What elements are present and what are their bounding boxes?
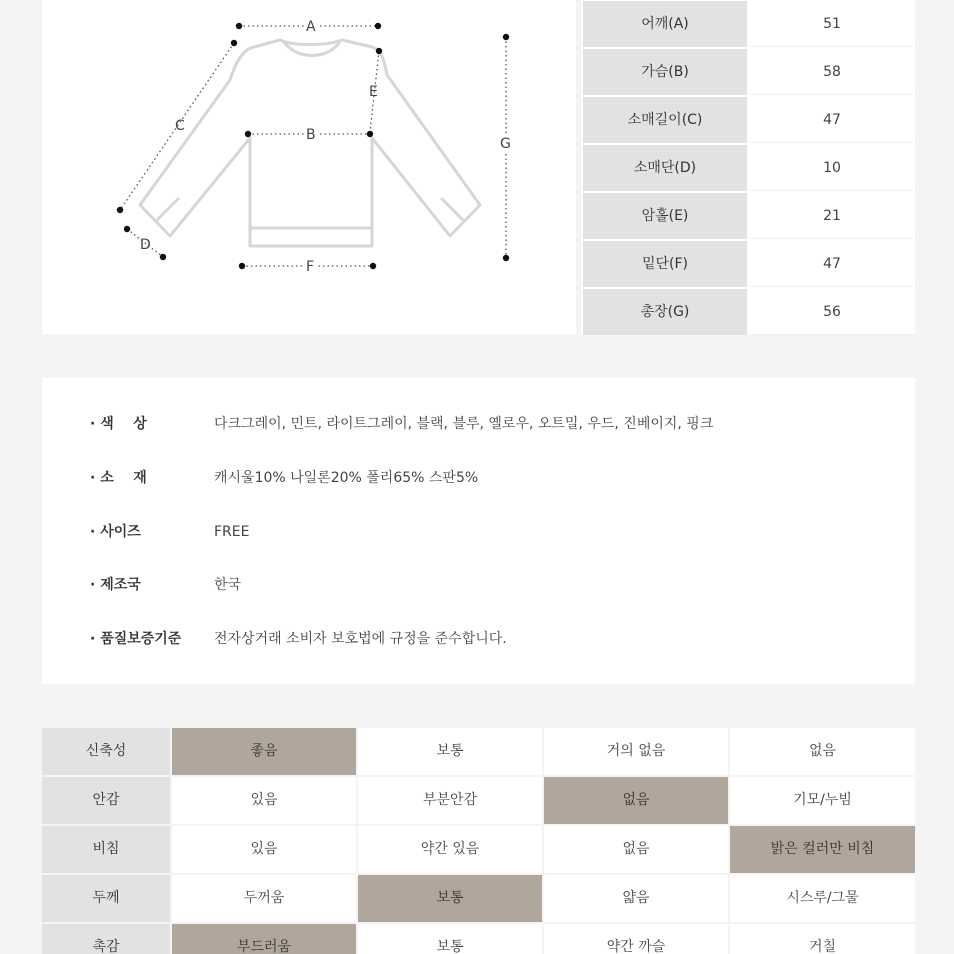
fabric-option-selected: 없음 xyxy=(544,777,728,824)
info-row-origin xyxy=(42,575,915,595)
label-f: F xyxy=(306,259,315,275)
size-row xyxy=(581,1,915,47)
info-value: 전자상거래 소비자 보호법에 규정을 준수합니다. xyxy=(214,631,507,647)
fabric-row-header: 비침 xyxy=(42,826,170,873)
size-label: 암홀(E) xyxy=(583,193,747,239)
size-diagram-panel xyxy=(42,0,576,334)
info-label: · 품질보증기준 xyxy=(90,631,182,647)
fabric-option: 얇음 xyxy=(544,875,728,922)
info-label: · 색 상 xyxy=(90,416,147,432)
info-value: 캐시울10% 나일론20% 폴리65% 스판5% xyxy=(214,470,479,486)
info-value: 한국 xyxy=(214,577,242,593)
size-label: 소매길이(C) xyxy=(583,97,747,143)
fabric-row-header: 두께 xyxy=(42,875,170,922)
size-row xyxy=(581,145,915,191)
size-row xyxy=(581,49,915,95)
fabric-option-selected: 보통 xyxy=(358,875,542,922)
product-info-panel xyxy=(42,378,915,684)
info-row-quality xyxy=(42,629,915,649)
label-g: G xyxy=(500,136,511,152)
info-value: 다크그레이, 민트, 라이트그레이, 블랙, 블루, 옐로우, 오트밀, 우드, 진베이지, 핑크 xyxy=(214,416,714,432)
fabric-option: 없음 xyxy=(730,728,915,775)
info-label: · 제조국 xyxy=(90,577,141,593)
fabric-option: 있음 xyxy=(172,777,356,824)
left-cuff-line xyxy=(157,198,179,220)
fabric-option-selected: 좋음 xyxy=(172,728,356,775)
size-value: 47 xyxy=(751,97,913,143)
size-row xyxy=(581,193,915,239)
info-label: · 소 재 xyxy=(90,470,147,486)
fabric-option: 보통 xyxy=(358,924,542,954)
fabric-row-header: 안감 xyxy=(42,777,170,824)
fabric-option: 시스루/그물 xyxy=(730,875,915,922)
fabric-option: 있음 xyxy=(172,826,356,873)
info-value: FREE xyxy=(214,524,250,540)
fabric-option: 없음 xyxy=(544,826,728,873)
info-row-color xyxy=(42,414,915,434)
fabric-property-table xyxy=(42,728,915,954)
size-row xyxy=(581,289,915,335)
size-value: 51 xyxy=(751,1,913,47)
info-label: · 사이즈 xyxy=(90,524,141,540)
right-cuff-line xyxy=(441,198,463,220)
fabric-option: 약간 있음 xyxy=(358,826,542,873)
fabric-option: 거칠 xyxy=(730,924,915,954)
fabric-option: 보통 xyxy=(358,728,542,775)
fabric-option: 부분안감 xyxy=(358,777,542,824)
size-value: 56 xyxy=(751,289,913,335)
sweater-diagram xyxy=(42,0,576,334)
label-d: D xyxy=(140,237,151,253)
fabric-row-header: 신축성 xyxy=(42,728,170,775)
fabric-option: 거의 없음 xyxy=(544,728,728,775)
size-value: 47 xyxy=(751,241,913,287)
label-c: C xyxy=(175,118,185,134)
label-e: E xyxy=(369,84,378,100)
size-value: 21 xyxy=(751,193,913,239)
size-label: 밑단(F) xyxy=(583,241,747,287)
size-label: 어깨(A) xyxy=(583,1,747,47)
fabric-option: 약간 까슬 xyxy=(544,924,728,954)
size-row xyxy=(581,97,915,143)
info-row-material xyxy=(42,468,915,488)
info-row-size xyxy=(42,522,915,542)
fabric-option-selected: 부드러움 xyxy=(172,924,356,954)
label-a: A xyxy=(306,19,316,35)
fabric-row-header: 촉감 xyxy=(42,924,170,954)
size-label: 소매단(D) xyxy=(583,145,747,191)
size-row xyxy=(581,241,915,287)
size-table xyxy=(581,0,915,334)
size-value: 58 xyxy=(751,49,913,95)
fabric-option: 두꺼움 xyxy=(172,875,356,922)
fabric-option: 기모/누빔 xyxy=(730,777,915,824)
label-b: B xyxy=(306,127,316,143)
size-label: 가슴(B) xyxy=(583,49,747,95)
fabric-option-selected: 밝은 컬러만 비침 xyxy=(730,826,915,873)
size-value: 10 xyxy=(751,145,913,191)
size-label: 총장(G) xyxy=(583,289,747,335)
